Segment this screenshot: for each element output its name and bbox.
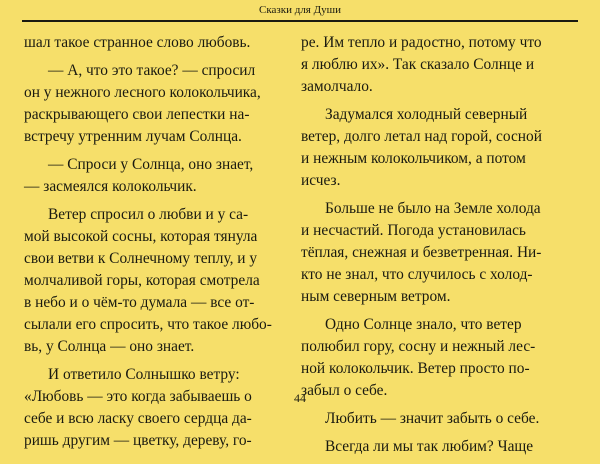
paragraph: шал такое странное слово любовь.	[24, 34, 251, 51]
paragraph: Ветер спросил о любви и у са- мой высокой сосны, которая тянула свои ветви к Солнечному теплу, и у молчаливой горы, которая смотрела в небо и о чём-то думала — все от- сылали его спросить, что такое любо- вь, у Солнца — оно знает.	[24, 206, 272, 355]
paragraph: ре. Им тепло и радостно, потому что я люблю их». Так сказало Солнце и замолчало.	[301, 34, 542, 95]
page-number: 44	[294, 391, 306, 405]
paragraph: Задумался холодный северный ветер, долго летал над горой, сосной и нежным колокольчиком, а потом исчез.	[301, 106, 542, 189]
running-header: Сказки для Души	[259, 4, 341, 16]
paragraph: — А, что это такое? — спросил он у нежного лесного колокольчика, раскрывающего свои лепестки на- встречу утренним лучам Солнца.	[24, 62, 261, 145]
paragraph: Одно Солнце знало, что ветер полюбил гору, сосну и нежный лес- ной колокольчик. Ветер просто по- забыл о себе.	[301, 316, 536, 399]
paragraph: — Спроси у Солнца, оно знает, — засмеялся колокольчик.	[24, 156, 254, 195]
paragraph: Больше не было на Земле холода и несчастий. Погода установилась тёплая, снежная и безветренная. Ни- кто не знал, что случилось с холод- ным северным ветром.	[301, 200, 542, 305]
header-rule	[22, 20, 578, 22]
paragraph: И ответило Солнышко ветру: «Любовь — это когда забываешь о себе и всю ласку своего сердца да- ришь другим — цветку, дереву, го-	[24, 366, 252, 449]
paragraph: Всегда ли мы так любим? Чаще	[325, 438, 534, 455]
paragraph: Любить — значит забыть о себе.	[325, 410, 540, 427]
